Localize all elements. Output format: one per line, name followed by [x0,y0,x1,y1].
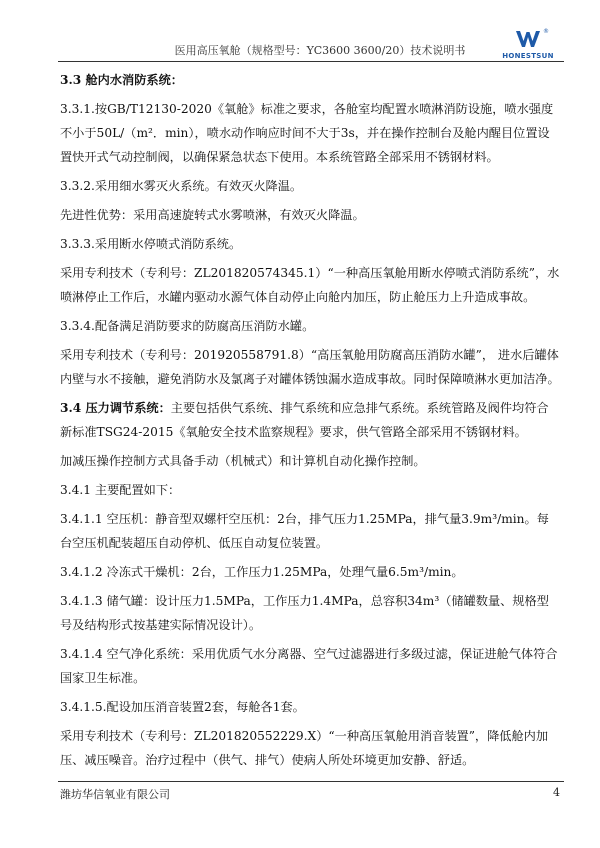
section-heading-3-3: 3.3 舱内水消防系统： [60,73,183,87]
paragraph-3-4-1-4: 3.4.1.4 空气净化系统：采用优质气水分离器、空气过滤器进行多级过滤，保证进舱气体符合国家卫生标准。 [60,647,558,685]
registered-mark: ® [543,28,549,35]
logo-text: HONESTSUN [502,52,554,60]
document-body [60,68,560,772]
page-number: 4 [553,786,560,799]
paragraph-3-3-1: 3.3.1.按GB/T12130-2020《氧舱》标准之要求，各舱室均配置水喷淋消防设施，喷水强度不小于50L/（m²．min），喷水动作响应时间不大于3s，并在操作控制台及舱内醒目位置设置快开式气动控制阀，以确保紧急状态下使用。本系统管路全部采用不锈钢材料。 [60,102,554,164]
footer-rule [58,781,564,782]
company-logo [497,28,559,62]
paragraph-patent-1: 采用专利技术（专利号：ZL201820574345.1）“一种高压氧舱用断水停喷式消防系统”，水喷淋停止工作后，水罐内驱动水源气体自动停止向舱内加压，防止舱压力上升造成事故。 [60,266,560,304]
paragraph-3-4-1-3: 3.4.1.3 储气罐：设计压力1.5MPa，工作压力1.4MPa，总容积34m³（储罐数量、规格型号及结构形式按基建实际情况设计）。 [60,594,549,632]
paragraph-3-3-3: 3.3.3.采用断水停喷式消防系统。 [60,237,242,251]
paragraph-3-3-4: 3.3.4.配备满足消防要求的防腐高压消防水罐。 [60,319,315,333]
paragraph-3-4-1-5: 3.4.1.5.配设加压消音装置2套，每舱各1套。 [60,700,305,714]
logo-mark-icon [515,28,541,50]
paragraph-3-4-1-2: 3.4.1.2 冷冻式干燥机：2台，工作压力1.25MPa，处理气量6.5m³/min。 [60,565,464,579]
section-heading-3-4: 3.4 压力调节系统： [60,401,171,415]
section-3-4-text: 主要包括供气系统、排气系统和应急排气系统。系统管路及阀件均符合新标准TSG24-2015《氧舱安全技术监察规程》要求，供气管路全部采用不锈钢材料。 [60,401,549,439]
header-rule [58,61,564,62]
paragraph-control-mode: 加减压操作控制方式具备手动（机械式）和计算机自动化操作控制。 [60,454,426,468]
paragraph-patent-2: 采用专利技术（专利号：201920558791.8）“高压氧舱用防腐高压消防水罐”， 进水后罐体内壁与水不接触，避免消防水及氯离子对罐体锈蚀漏水造成事故。同时保障喷淋水更加洁净。 [60,348,560,386]
paragraph-advantage: 先进性优势：采用高速旋转式水雾喷淋，有效灭火降温。 [60,208,365,222]
paragraph-3-3-2: 3.3.2.采用细水雾灭火系统。有效灭火降温。 [60,179,303,193]
header-title: 医用高压氧舱（规格型号：YC3600 3600/20）技术说明书 [174,44,466,57]
paragraph-3-4-1: 3.4.1 主要配置如下： [60,483,181,497]
paragraph-patent-3: 采用专利技术（专利号：ZL201820552229.X）“一种高压氧舱用消音装置”，降低舱内加压、减压噪音。治疗过程中（供气、排气）使病人所处环境更加安静、舒适。 [60,729,549,767]
footer-company: 潍坊华信氧业有限公司 [60,788,170,801]
paragraph-3-4-1-1: 3.4.1.1 空压机：静音型双螺杆空压机：2台，排气压力1.25MPa，排气量3.9m³/min。每台空压机配装超压自动停机、低压自动复位装置。 [60,512,549,550]
paragraph-3-4 [60,396,560,444]
